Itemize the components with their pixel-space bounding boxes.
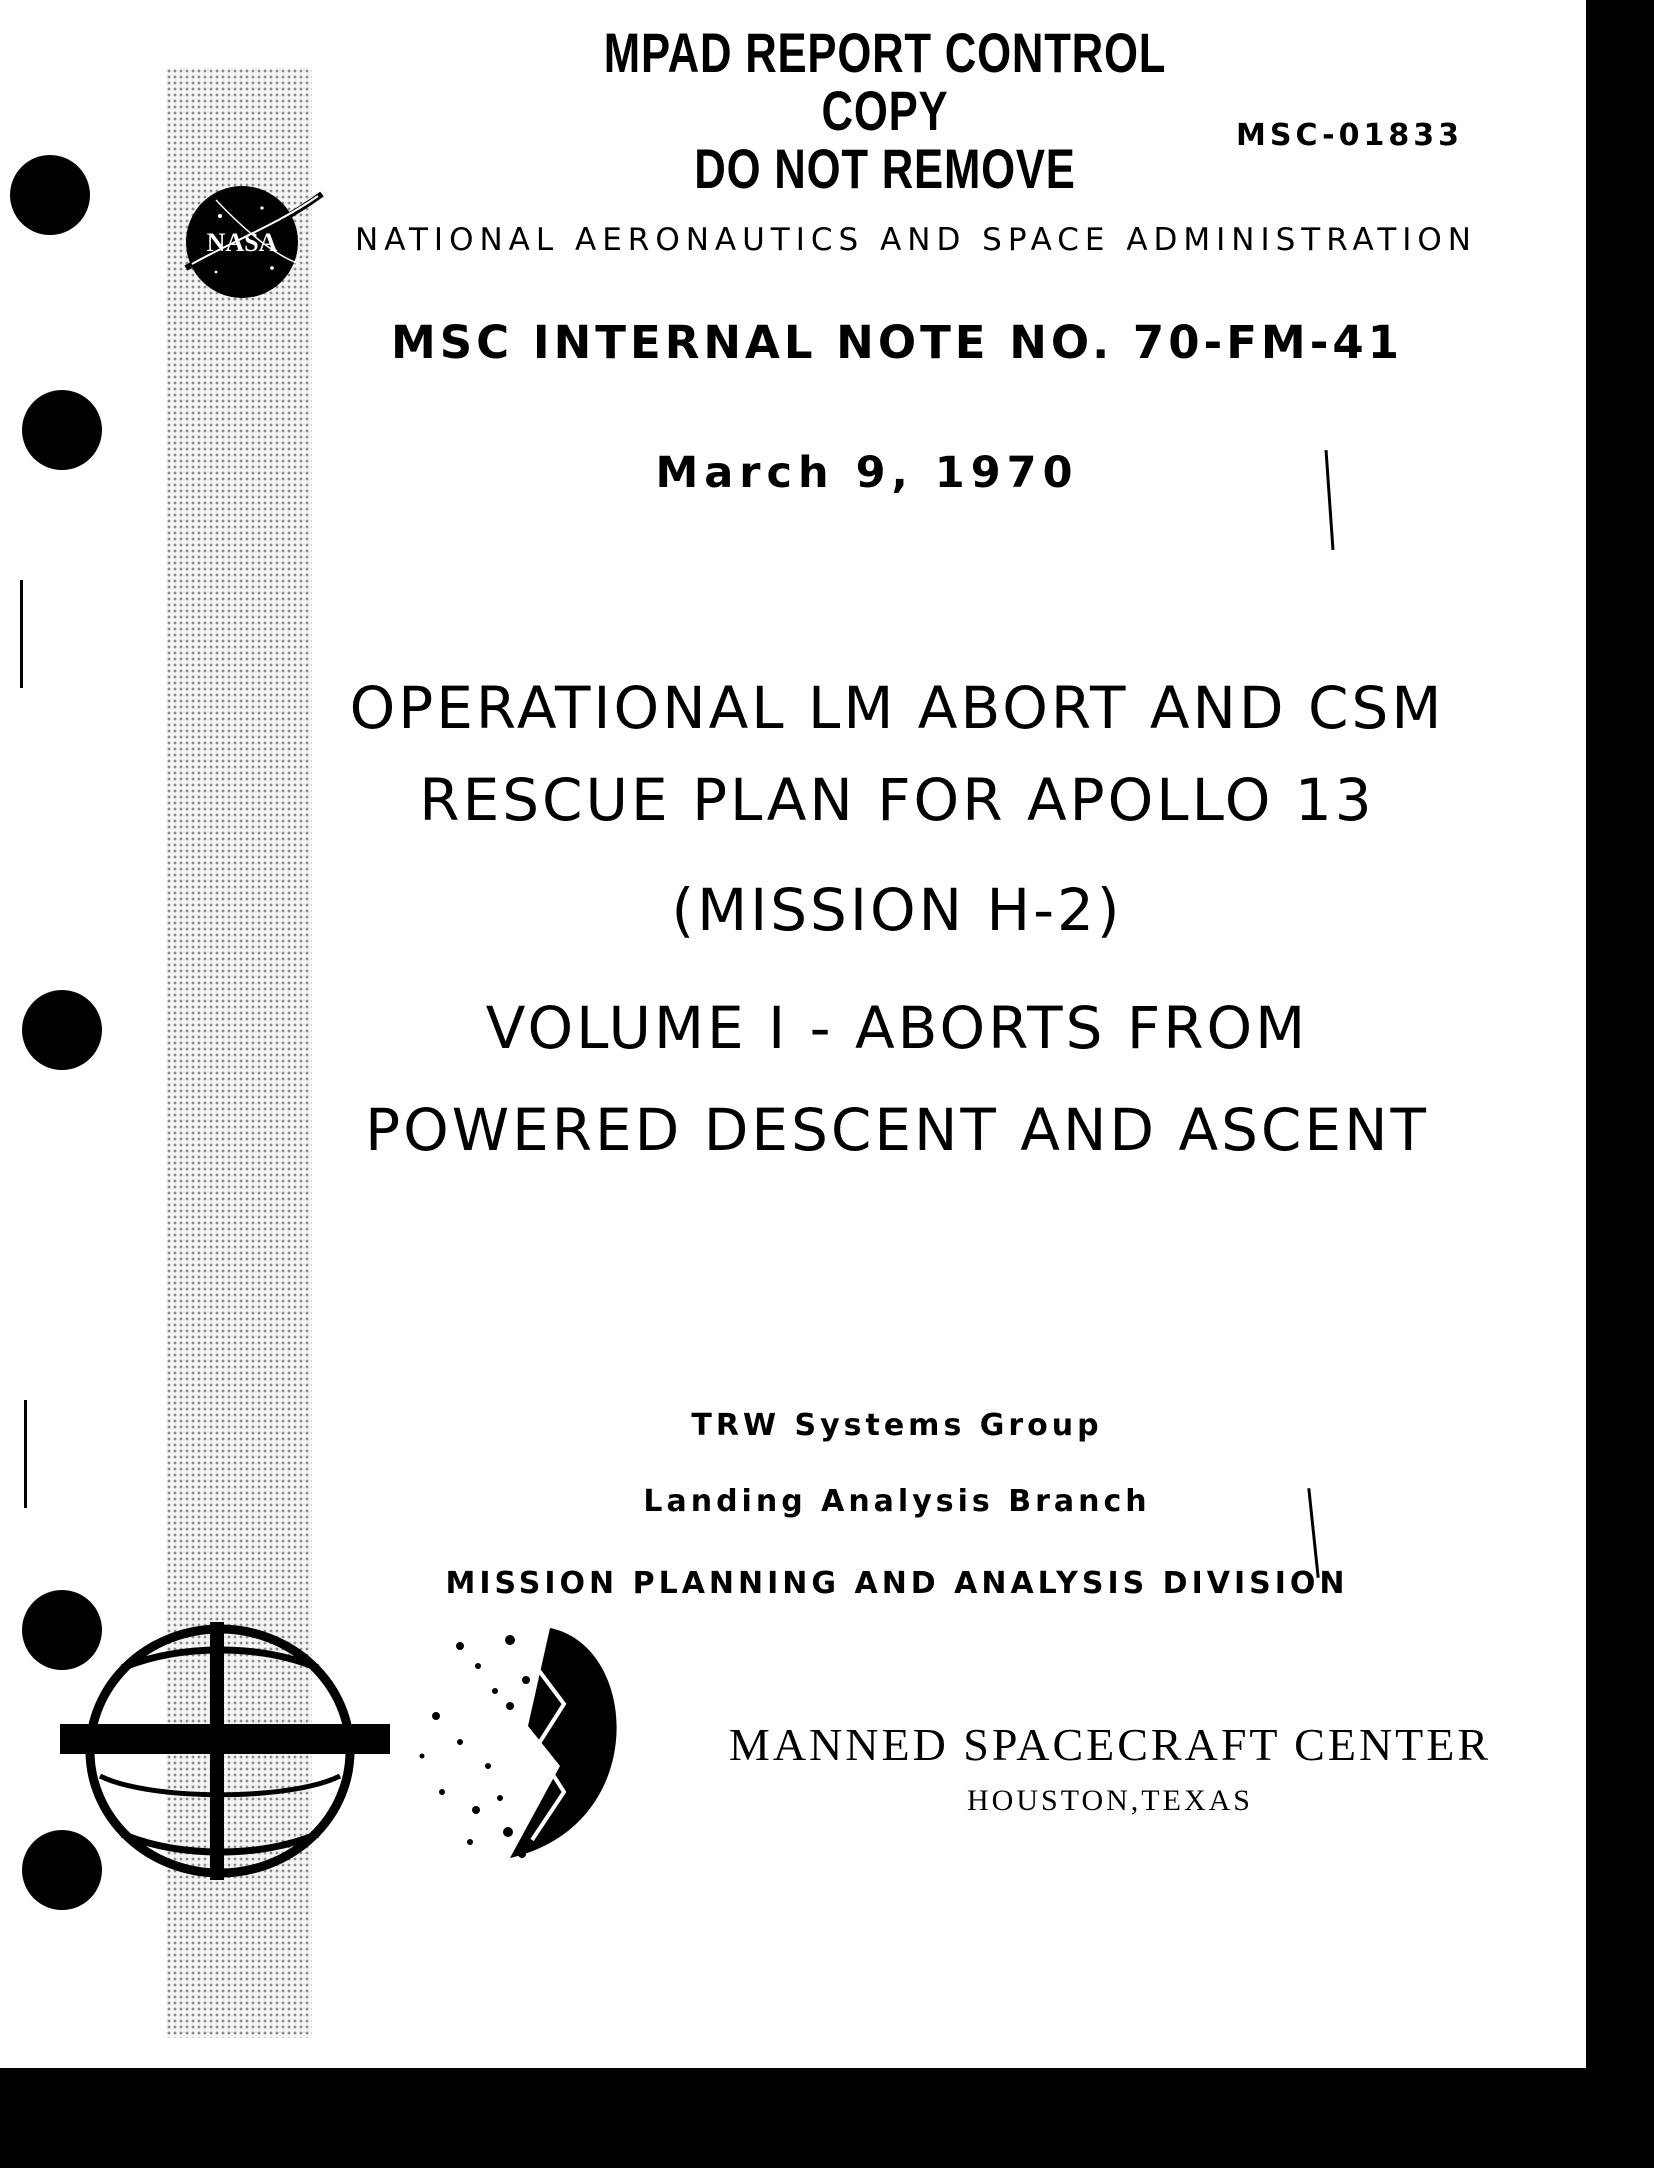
- scan-mark: [20, 580, 23, 688]
- center-location: HOUSTON,TEXAS: [967, 1784, 1253, 1817]
- org-line-2: Landing Analysis Branch: [643, 1484, 1151, 1519]
- agency-name: NATIONAL AERONAUTICS AND SPACE ADMINISTRATION: [355, 222, 1477, 258]
- internal-note-number: MSC INTERNAL NOTE NO. 70-FM-41: [390, 316, 1404, 369]
- title-line-5: POWERED DESCENT AND ASCENT: [365, 1096, 1429, 1164]
- nasa-wordmark: NASA: [206, 228, 278, 257]
- document-date: March 9, 1970: [655, 448, 1079, 498]
- stamp-line-3: DO NOT REMOVE: [694, 137, 1076, 200]
- title-line-1: OPERATIONAL LM ABORT AND CSM: [349, 674, 1445, 742]
- title-line-4: VOLUME I - ABORTS FROM: [485, 994, 1309, 1062]
- scan-border-right: [1586, 0, 1654, 2168]
- document-number: MSC-01833: [1236, 118, 1463, 153]
- punch-hole: [22, 390, 102, 470]
- stamp-line-1: MPAD REPORT CONTROL: [603, 21, 1167, 84]
- punch-hole: [22, 990, 102, 1070]
- scan-border-bottom: [0, 2068, 1654, 2168]
- stamp-line-2: COPY: [821, 79, 949, 142]
- center-name: MANNED SPACECRAFT CENTER: [728, 1719, 1492, 1770]
- msc-globe-emblem-icon: [40, 1596, 660, 1896]
- org-line-1: TRW Systems Group: [691, 1408, 1103, 1443]
- title-line-2: RESCUE PLAN FOR APOLLO 13: [419, 766, 1375, 834]
- scan-mark: [24, 1400, 27, 1508]
- org-line-3: MISSION PLANNING AND ANALYSIS DIVISION: [445, 1566, 1349, 1601]
- title-line-3: (MISSION H-2): [671, 876, 1123, 944]
- control-stamp: [370, 21, 1400, 200]
- punch-hole: [10, 155, 90, 235]
- nasa-logo-icon: [176, 176, 326, 306]
